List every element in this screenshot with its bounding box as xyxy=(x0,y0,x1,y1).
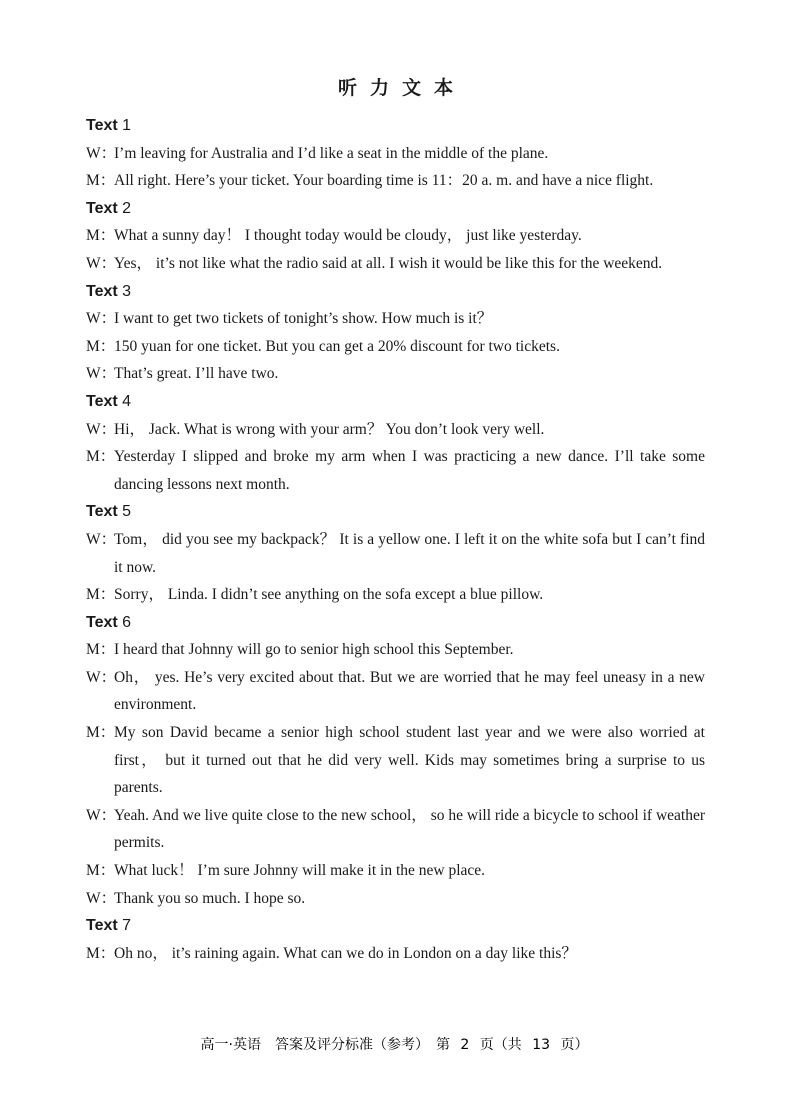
speaker-label: M： xyxy=(86,586,116,604)
section-number: 7 xyxy=(122,917,132,935)
dialogue-line xyxy=(86,664,705,719)
section-label: Text xyxy=(86,199,118,217)
dialogue-line xyxy=(86,222,705,250)
speaker-label: W： xyxy=(86,144,117,162)
speaker-label: M： xyxy=(86,862,116,880)
speaker-label: W： xyxy=(86,310,117,328)
section-heading xyxy=(86,609,705,637)
section-heading xyxy=(86,112,705,140)
speaker-label: W： xyxy=(86,806,117,824)
speaker-label: W： xyxy=(86,420,117,438)
dialogue-text: 150 yuan for one ticket. But you can get a 20% discount for two tickets. xyxy=(114,337,560,355)
section-number: 2 xyxy=(122,199,132,217)
dialogue-line xyxy=(86,857,705,885)
dialogue-line xyxy=(86,526,705,581)
dialogue-text: I’m leaving for Australia and I’d like a seat in the middle of the plane. xyxy=(114,144,549,162)
speaker-label: W： xyxy=(86,530,117,548)
dialogue-text: I heard that Johnny will go to senior high school this September. xyxy=(114,641,514,659)
dialogue-text: That’s great. I’ll have two. xyxy=(114,365,279,383)
section-number: 6 xyxy=(122,613,132,631)
dialogue-text: Sorry， Linda. I didn’t see anything on the sofa except a blue pillow. xyxy=(114,586,544,604)
dialogue-text: What a sunny day！ I thought today would be cloudy， just like yesterday. xyxy=(114,227,582,245)
dialogue-line xyxy=(86,885,705,913)
section-number: 3 xyxy=(122,282,132,300)
speaker-label: W： xyxy=(86,668,117,686)
dialogue-text: Oh， yes. He’s very excited about that. But we are worried that he may feel uneasy in a new environment. xyxy=(114,668,705,714)
speaker-label: M： xyxy=(86,172,116,190)
speaker-label: M： xyxy=(86,448,116,466)
dialogue-text: What luck！ I’m sure Johnny will make it in the new place. xyxy=(114,862,486,880)
section-label: Text xyxy=(86,282,118,300)
dialogue-line xyxy=(86,333,705,361)
section-label: Text xyxy=(86,613,118,631)
section-label: Text xyxy=(86,503,118,521)
dialogue-text: All right. Here’s your ticket. Your boarding time is 11：20 a. m. and have a nice flight. xyxy=(114,172,654,190)
dialogue-text: Thank you so much. I hope so. xyxy=(114,889,306,907)
dialogue-text: Yeah. And we live quite close to the new school， so he will ride a bicycle to school if weather permits. xyxy=(114,806,705,852)
dialogue-line xyxy=(86,416,705,444)
section-heading xyxy=(86,278,705,306)
section-heading xyxy=(86,195,705,223)
section-label: Text xyxy=(86,117,118,134)
section-label: Text xyxy=(86,917,118,935)
dialogue-line xyxy=(86,940,705,968)
dialogue-text: Yesterday I slipped and broke my arm when I was practicing a new dance. I’ll take some dancing lessons next month. xyxy=(114,448,705,493)
dialogue-line xyxy=(86,719,705,802)
section-number: 4 xyxy=(122,392,132,410)
dialogue-line xyxy=(86,636,705,664)
page-title: 听力文本 xyxy=(337,77,466,99)
transcript-content xyxy=(86,112,705,967)
dialogue-text: Hi， Jack. What is wrong with your arm？ You don’t look very well. xyxy=(114,420,545,438)
dialogue-text: Oh no， it’s raining again. What can we do in London on a day like this？ xyxy=(114,944,577,962)
speaker-label: M： xyxy=(86,337,116,355)
dialogue-line xyxy=(86,167,705,195)
dialogue-line xyxy=(86,140,705,168)
dialogue-line xyxy=(86,581,705,609)
dialogue-line xyxy=(86,305,705,333)
section-label: Text xyxy=(86,392,118,410)
dialogue-text: Tom， did you see my backpack？ It is a yellow one. I left it on the white sofa but I can’t find it now. xyxy=(114,530,705,576)
speaker-label: M： xyxy=(86,724,116,742)
section-heading xyxy=(86,912,705,940)
dialogue-text: My son David became a senior high school student last year and we were also worried at first， but it turned out that he did very well. Kids may sometimes bring a surprise to us parents. xyxy=(114,724,705,797)
section-number: 1 xyxy=(122,117,132,134)
speaker-label: W： xyxy=(86,889,117,907)
speaker-label: M： xyxy=(86,641,116,659)
speaker-label: W： xyxy=(86,254,117,272)
dialogue-line xyxy=(86,250,705,278)
section-number: 5 xyxy=(122,503,132,521)
page-footer: 高一·英语 答案及评分标准（参考） 第 2 页（共 13 页） xyxy=(200,1037,589,1053)
section-heading xyxy=(86,498,705,526)
dialogue-line xyxy=(86,802,705,857)
dialogue-text: Yes， it’s not like what the radio said at all. I wish it would be like this for the weekend. xyxy=(114,254,663,272)
dialogue-line xyxy=(86,360,705,388)
dialogue-line xyxy=(86,443,705,498)
speaker-label: M： xyxy=(86,944,116,962)
section-heading xyxy=(86,388,705,416)
speaker-label: M： xyxy=(86,227,116,245)
speaker-label: W： xyxy=(86,365,117,383)
dialogue-text: I want to get two tickets of tonight’s show. How much is it？ xyxy=(114,310,493,328)
